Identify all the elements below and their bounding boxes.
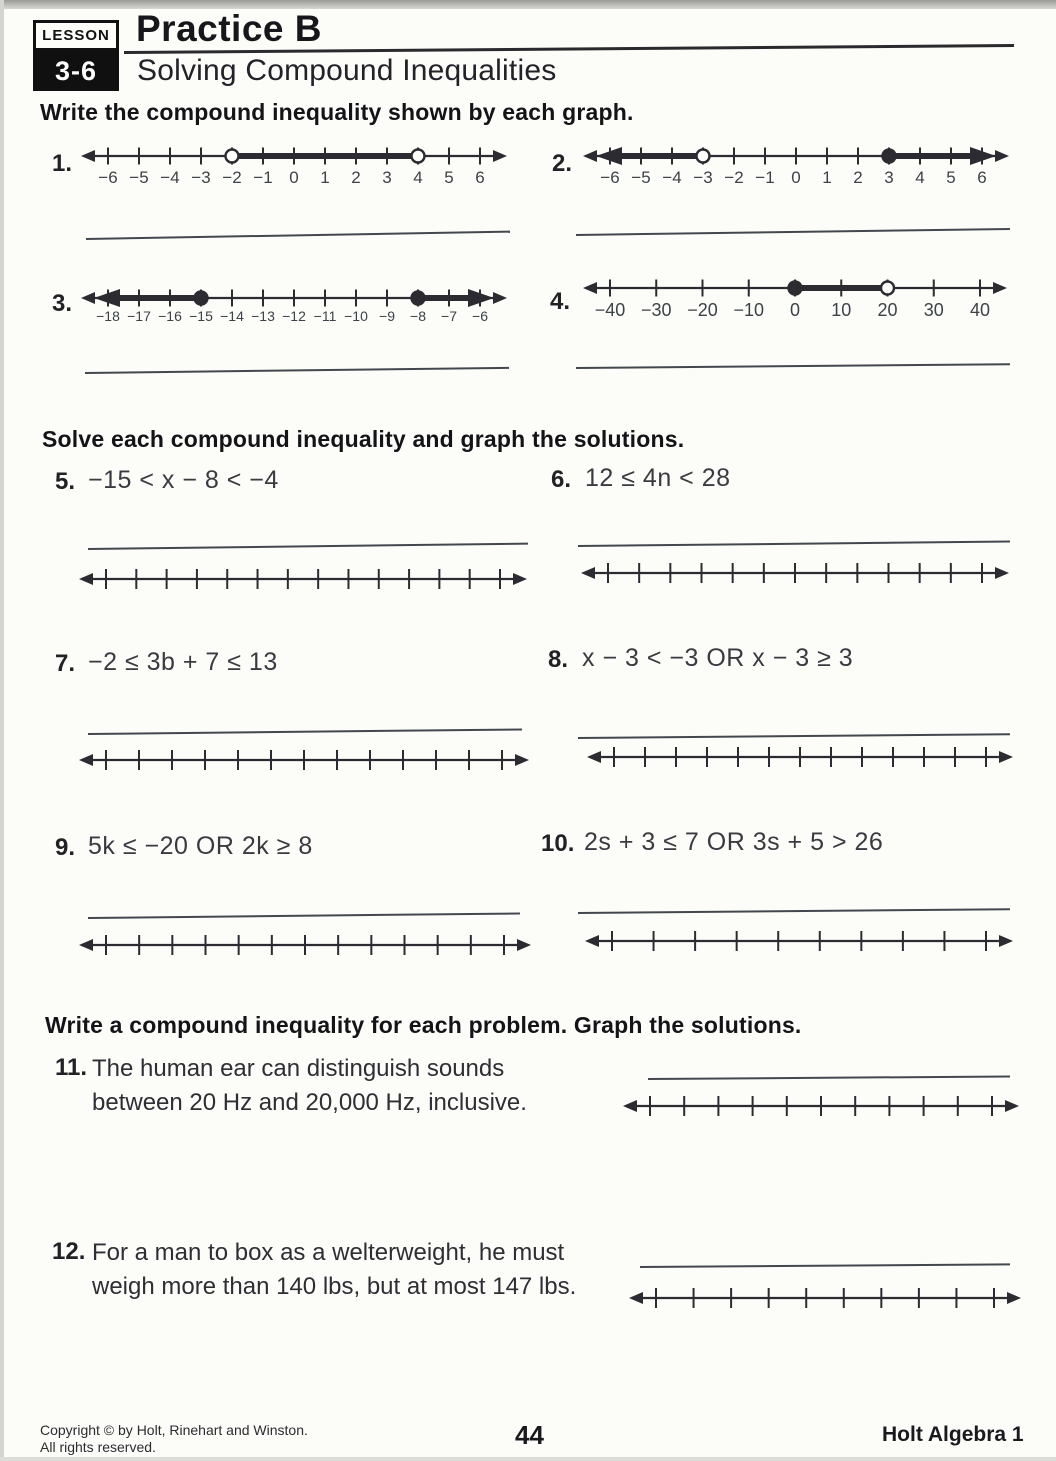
svg-text:2: 2 [853, 168, 863, 187]
copyright [40, 1422, 308, 1456]
svg-text:−3: −3 [191, 168, 211, 187]
problem-12-text [92, 1236, 576, 1304]
svg-text:−2: −2 [724, 168, 744, 187]
svg-text:10: 10 [831, 300, 852, 320]
instruction-solve: Solve each compound inequality and graph the solutions. [42, 426, 685, 452]
problem-5-expression: −15 < x − 8 < −4 [88, 466, 279, 494]
answer-blank-10 [578, 908, 1010, 914]
practice-title: Practice B [136, 8, 322, 49]
scan-edge-bottom [0, 1457, 1056, 1461]
svg-text:0: 0 [791, 168, 801, 187]
svg-text:−4: −4 [160, 168, 180, 187]
problem-6-expression: 12 ≤ 4n < 28 [585, 464, 731, 492]
svg-text:1: 1 [320, 168, 330, 187]
problem-11-line2: between 20 Hz and 20,000 Hz, inclusive. [92, 1089, 527, 1116]
problem-6-number: 6. [551, 466, 572, 493]
svg-text:−16: −16 [158, 308, 182, 324]
svg-text:6: 6 [475, 168, 485, 187]
worksheet-title: Solving Compound Inequalities [137, 54, 557, 87]
answer-blank-12 [640, 1263, 1010, 1268]
svg-text:−10: −10 [733, 300, 765, 320]
svg-text:1: 1 [822, 168, 832, 187]
svg-text:6: 6 [977, 168, 987, 187]
svg-text:5: 5 [946, 168, 956, 187]
answer-blank-1 [86, 231, 510, 240]
page-number: 44 [515, 1420, 544, 1450]
svg-text:−8: −8 [410, 308, 426, 324]
svg-text:0: 0 [789, 300, 801, 320]
copyright-line1: Copyright © by Holt, Rinehart and Winston. [40, 1422, 308, 1438]
svg-text:5: 5 [444, 168, 454, 187]
svg-text:−6: −6 [600, 168, 620, 187]
svg-text:3: 3 [382, 168, 392, 187]
svg-text:−15: −15 [189, 308, 213, 324]
answer-blank-7 [88, 728, 522, 735]
answer-blank-9 [88, 912, 520, 919]
problem-7-number: 7. [55, 650, 76, 677]
svg-text:40: 40 [969, 300, 991, 320]
lesson-label: LESSON [33, 20, 119, 51]
svg-text:−5: −5 [631, 168, 651, 187]
answer-blank-2 [576, 228, 1010, 236]
svg-text:−17: −17 [127, 308, 151, 324]
problem-2-number: 2. [552, 150, 573, 177]
svg-text:−1: −1 [253, 168, 273, 187]
problem-1-number: 1. [52, 150, 73, 177]
svg-text:−11: −11 [313, 308, 337, 324]
problem-8-expression: x − 3 < −3 OR x − 3 ≥ 3 [582, 644, 854, 672]
numberline-4 [580, 268, 1010, 338]
problem-11-line1: The human ear can distinguish sounds [92, 1055, 505, 1082]
svg-text:−40: −40 [594, 300, 626, 320]
numberline-8 [584, 738, 1016, 776]
svg-text:−5: −5 [129, 168, 149, 187]
problem-12-line2: weigh more than 140 lbs, but at most 147 lbs. [92, 1273, 577, 1300]
svg-text:2: 2 [351, 168, 361, 187]
svg-text:−6: −6 [98, 168, 118, 187]
instruction-word: Write a compound inequality for each problem. Graph the solutions. [45, 1012, 802, 1038]
problem-12-line1: For a man to box as a welterweight, he must [92, 1239, 565, 1266]
problem-5-number: 5. [55, 468, 76, 495]
copyright-line2: All rights reserved. [40, 1439, 156, 1455]
numberline-1 [78, 136, 510, 200]
svg-text:3: 3 [884, 168, 894, 187]
svg-text:−9: −9 [379, 308, 395, 324]
svg-text:−10: −10 [344, 308, 368, 324]
numberline-3 [78, 278, 510, 336]
problem-11-text [92, 1052, 527, 1120]
book-title: Holt Algebra 1 [882, 1423, 1024, 1446]
svg-text:20: 20 [877, 300, 898, 320]
numberline-10 [582, 922, 1016, 960]
numberline-9 [76, 926, 534, 964]
svg-text:−13: −13 [251, 308, 275, 324]
lesson-number: 3-6 [33, 51, 119, 91]
svg-text:−3: −3 [693, 168, 713, 187]
svg-text:4: 4 [413, 168, 423, 187]
svg-text:−2: −2 [222, 168, 242, 187]
problem-10-expression: 2s + 3 ≤ 7 OR 3s + 5 > 26 [584, 828, 884, 856]
numberline-12 [626, 1278, 1024, 1318]
svg-text:−12: −12 [282, 308, 306, 324]
svg-text:4: 4 [915, 168, 925, 187]
answer-blank-6 [578, 540, 1010, 547]
problem-4-number: 4. [550, 288, 571, 315]
answer-blank-4 [576, 363, 1010, 369]
problem-11-number: 11. [55, 1054, 88, 1081]
svg-text:−20: −20 [687, 300, 718, 320]
scan-edge-left [0, 0, 4, 1461]
numberline-5 [76, 560, 530, 598]
numberline-2 [580, 136, 1012, 200]
problem-8-number: 8. [548, 646, 569, 673]
numberline-6 [578, 554, 1012, 592]
answer-blank-11 [648, 1075, 1010, 1080]
answer-blank-5 [88, 543, 528, 550]
numberline-11 [620, 1086, 1022, 1126]
svg-text:30: 30 [923, 300, 944, 320]
problem-9-expression: 5k ≤ −20 OR 2k ≥ 8 [88, 832, 313, 860]
answer-blank-3 [85, 367, 509, 374]
svg-text:−30: −30 [640, 300, 672, 320]
problem-9-number: 9. [55, 834, 76, 861]
svg-text:−18: −18 [96, 308, 120, 324]
problem-7-expression: −2 ≤ 3b + 7 ≤ 13 [88, 648, 278, 676]
svg-text:−4: −4 [662, 168, 682, 187]
problem-10-number: 10. [541, 830, 575, 857]
svg-text:−6: −6 [472, 308, 488, 324]
svg-text:−1: −1 [755, 168, 775, 187]
problem-3-number: 3. [52, 290, 73, 317]
svg-text:0: 0 [289, 168, 299, 187]
svg-text:−14: −14 [220, 308, 244, 324]
lesson-badge [33, 20, 119, 91]
problem-12-number: 12. [52, 1238, 86, 1265]
svg-text:−7: −7 [441, 308, 457, 324]
numberline-7 [76, 741, 532, 779]
instruction-graph: Write the compound inequality shown by each graph. [40, 99, 634, 125]
